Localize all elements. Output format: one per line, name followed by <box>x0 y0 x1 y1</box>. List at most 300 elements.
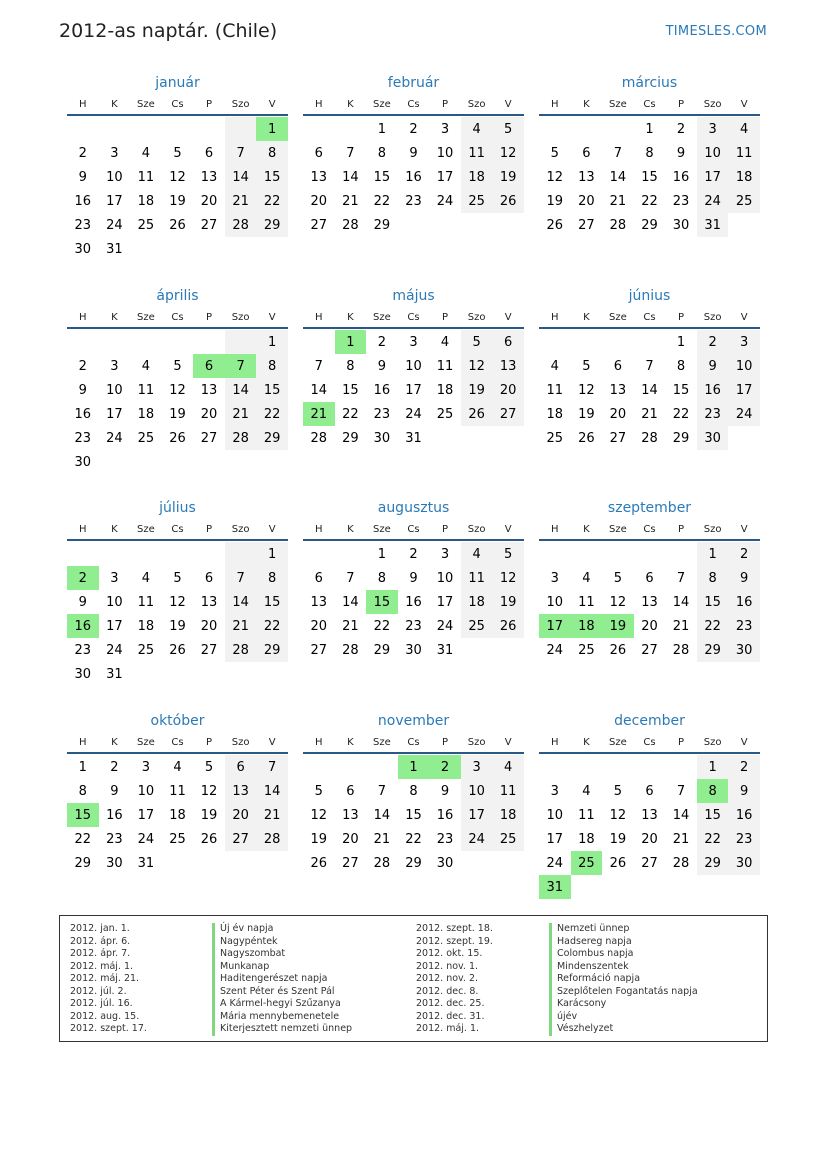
day-cell: 2 <box>697 330 729 354</box>
day-cell: 24 <box>546 642 564 658</box>
weekday-label: H <box>315 312 323 323</box>
day-cell: 3 <box>728 330 760 354</box>
day-cell: 15 <box>256 165 288 189</box>
weekday-label: P <box>206 99 213 110</box>
legend-holiday-name: Nagypéntek <box>212 936 352 949</box>
day-cell: 10 <box>728 354 760 378</box>
day-cell: 15 <box>373 169 391 185</box>
legend-holiday-name: A Kármel-hegyi Szűzanya <box>212 998 352 1011</box>
day-cell: 12 <box>492 566 524 590</box>
empty-day-cell <box>130 542 162 566</box>
brand-link[interactable]: TIMESLES.COM <box>665 24 767 39</box>
empty-day-cell <box>67 117 99 141</box>
day-cell: 4 <box>492 755 524 779</box>
day-cell: 17 <box>137 807 155 823</box>
day-cell: 9 <box>409 570 418 586</box>
day-grid <box>67 755 288 875</box>
day-cell: 7 <box>676 570 686 586</box>
day-cell: 9 <box>676 145 686 161</box>
day-cell: 30 <box>672 217 690 233</box>
holiday-day-cell: 19 <box>602 614 634 638</box>
day-cell: 19 <box>169 406 186 422</box>
weekday-label: P <box>442 524 449 535</box>
day-cell: 14 <box>342 169 359 185</box>
day-cell: 25 <box>137 217 155 233</box>
day-cell: 21 <box>342 618 359 634</box>
day-cell: 19 <box>169 618 186 634</box>
day-cell: 25 <box>578 642 595 658</box>
weekday-label: P <box>206 312 213 323</box>
day-cell: 12 <box>609 807 627 823</box>
empty-day-cell <box>303 542 335 566</box>
day-cell: 4 <box>173 759 182 775</box>
day-cell: 13 <box>200 594 218 610</box>
day-cell: 2 <box>377 334 387 350</box>
weekday-label: Cs <box>643 524 656 535</box>
day-cell: 19 <box>461 378 493 402</box>
day-cell: 5 <box>314 783 323 799</box>
day-cell: 27 <box>200 642 218 658</box>
legend-date: 2012. máj. 21. <box>70 973 140 984</box>
day-cell: 16 <box>436 807 454 823</box>
month-name: január <box>155 75 200 91</box>
legend-dates-right <box>416 923 493 1036</box>
day-cell: 28 <box>225 638 257 662</box>
day-cell: 18 <box>137 406 155 422</box>
day-cell: 10 <box>106 169 123 185</box>
day-cell: 23 <box>728 614 760 638</box>
day-cell: 20 <box>492 378 524 402</box>
day-cell: 11 <box>461 566 493 590</box>
legend-holiday-name: Szent Péter és Szent Pál <box>212 986 352 999</box>
day-cell: 12 <box>169 382 186 398</box>
day-cell: 10 <box>106 382 123 398</box>
legend-date: 2012. aug. 15. <box>70 1010 140 1022</box>
empty-day-cell <box>99 117 131 141</box>
weekday-label: V <box>268 99 276 110</box>
weekday-label: Sze <box>373 737 391 748</box>
day-cell: 9 <box>728 779 760 803</box>
day-cell: 12 <box>169 594 186 610</box>
weekday-header <box>303 94 524 116</box>
day-cell: 17 <box>106 193 123 209</box>
weekday-header <box>539 94 760 116</box>
day-cell: 13 <box>225 779 257 803</box>
day-cell: 19 <box>609 831 627 847</box>
day-cell: 23 <box>697 402 729 426</box>
empty-day-cell <box>571 542 603 566</box>
day-cell: 10 <box>106 594 123 610</box>
empty-day-cell <box>99 542 131 566</box>
empty-day-cell <box>130 117 162 141</box>
day-cell: 28 <box>256 827 288 851</box>
holiday-day-cell: 6 <box>193 354 225 378</box>
weekday-label: Szo <box>467 99 486 110</box>
weekday-label: K <box>347 312 354 323</box>
day-cell: 16 <box>74 193 92 209</box>
day-cell: 21 <box>256 803 288 827</box>
legend-names-right <box>549 923 698 1036</box>
empty-day-cell <box>67 542 99 566</box>
weekday-label: H <box>551 312 559 323</box>
legend-dates-left <box>70 923 147 1036</box>
day-cell: 21 <box>641 406 658 422</box>
day-cell: 9 <box>409 145 418 161</box>
month-december <box>539 710 760 899</box>
day-cell: 6 <box>645 570 654 586</box>
holiday-day-cell: 31 <box>539 875 571 899</box>
day-cell: 8 <box>346 358 355 374</box>
day-cell: 22 <box>641 193 658 209</box>
weekday-label: Sze <box>609 737 627 748</box>
weekday-label: K <box>583 524 590 535</box>
day-cell: 31 <box>106 241 123 257</box>
weekday-label: Cs <box>171 312 184 323</box>
day-cell: 27 <box>609 430 627 446</box>
day-cell: 27 <box>200 430 218 446</box>
day-cell: 5 <box>173 570 182 586</box>
holiday-day-cell: 15 <box>67 803 99 827</box>
holiday-day-cell: 7 <box>225 354 257 378</box>
legend-date: 2012. dec. 31. <box>416 1010 485 1022</box>
day-cell: 21 <box>373 831 391 847</box>
day-cell: 27 <box>641 855 658 871</box>
weekday-label: V <box>504 99 512 110</box>
weekday-label: Sze <box>137 737 155 748</box>
legend-date: 2012. okt. 15. <box>416 948 483 959</box>
weekday-label: V <box>504 524 512 535</box>
holiday-day-cell: 2 <box>429 755 461 779</box>
empty-day-cell <box>225 330 257 354</box>
day-cell: 7 <box>346 570 355 586</box>
day-cell: 17 <box>436 169 454 185</box>
day-cell: 14 <box>256 779 288 803</box>
day-cell: 27 <box>342 855 359 871</box>
day-cell: 16 <box>728 803 760 827</box>
month-name: november <box>377 713 450 729</box>
day-cell: 13 <box>641 594 658 610</box>
legend-holiday-name: Szeplőtelen Fogantatás napja <box>549 986 698 999</box>
day-cell: 22 <box>697 614 729 638</box>
empty-day-cell <box>539 330 571 354</box>
weekday-label: Szo <box>467 524 486 535</box>
day-cell: 7 <box>314 358 323 374</box>
day-cell: 11 <box>169 783 186 799</box>
month-name: február <box>387 75 440 91</box>
weekday-label: K <box>347 99 354 110</box>
day-cell: 17 <box>436 594 454 610</box>
empty-day-cell <box>67 330 99 354</box>
day-cell: 9 <box>440 783 450 799</box>
day-cell: 19 <box>169 193 186 209</box>
empty-day-cell <box>539 117 571 141</box>
day-cell: 5 <box>173 145 182 161</box>
day-cell: 21 <box>225 614 257 638</box>
weekday-label: H <box>79 312 87 323</box>
day-cell: 15 <box>641 169 658 185</box>
day-cell: 14 <box>641 382 658 398</box>
day-cell: 13 <box>342 807 359 823</box>
day-cell: 15 <box>672 382 690 398</box>
day-cell: 18 <box>137 193 155 209</box>
day-cell: 4 <box>461 542 493 566</box>
empty-day-cell <box>665 542 697 566</box>
day-cell: 9 <box>78 382 87 398</box>
day-cell: 2 <box>409 546 418 562</box>
day-cell: 16 <box>672 169 690 185</box>
month-április <box>67 285 288 474</box>
day-cell: 7 <box>346 145 355 161</box>
day-cell: 29 <box>672 430 690 446</box>
day-cell: 11 <box>578 807 595 823</box>
weekday-label: H <box>315 524 323 535</box>
day-cell: 4 <box>728 117 760 141</box>
day-cell: 18 <box>492 803 524 827</box>
legend-date: 2012. máj. 1. <box>416 1023 480 1034</box>
weekday-label: Szo <box>703 524 722 535</box>
day-cell: 13 <box>578 169 595 185</box>
day-cell: 4 <box>141 358 151 374</box>
day-cell: 27 <box>641 642 658 658</box>
empty-day-cell <box>162 542 194 566</box>
day-cell: 25 <box>137 642 155 658</box>
day-cell: 15 <box>405 807 422 823</box>
day-cell: 20 <box>578 193 595 209</box>
day-cell: 1 <box>645 121 654 137</box>
day-cell: 26 <box>461 402 493 426</box>
day-cell: 14 <box>373 807 391 823</box>
day-grid <box>303 117 524 237</box>
weekday-label: H <box>551 99 559 110</box>
day-cell: 10 <box>697 141 729 165</box>
weekday-label: H <box>79 99 87 110</box>
day-grid <box>303 755 524 875</box>
day-cell: 12 <box>461 354 493 378</box>
month-január <box>67 72 288 261</box>
weekday-header <box>67 94 288 116</box>
day-cell: 6 <box>582 145 591 161</box>
legend-date: 2012. dec. 25. <box>416 998 485 1009</box>
day-cell: 10 <box>405 358 422 374</box>
weekday-label: P <box>206 524 213 535</box>
legend-date: 2012. dec. 8. <box>416 985 479 997</box>
day-cell: 17 <box>461 803 493 827</box>
day-cell: 23 <box>672 193 690 209</box>
weekday-label: P <box>442 312 449 323</box>
empty-day-cell <box>193 542 225 566</box>
empty-day-cell <box>665 755 697 779</box>
day-grid <box>539 117 760 237</box>
day-cell: 11 <box>492 779 524 803</box>
month-name: május <box>392 288 435 304</box>
day-cell: 15 <box>256 378 288 402</box>
day-cell: 27 <box>225 827 257 851</box>
day-cell: 20 <box>200 193 218 209</box>
day-cell: 24 <box>106 217 123 233</box>
legend-date: 2012. nov. 2. <box>416 973 479 984</box>
weekday-label: V <box>740 312 748 323</box>
day-cell: 28 <box>672 642 690 658</box>
day-cell: 13 <box>609 382 627 398</box>
day-cell: 6 <box>314 570 323 586</box>
empty-day-cell <box>366 755 398 779</box>
day-cell: 11 <box>436 358 454 374</box>
day-cell: 8 <box>377 570 387 586</box>
day-cell: 10 <box>436 145 454 161</box>
day-cell: 10 <box>546 594 564 610</box>
day-cell: 26 <box>169 642 186 658</box>
weekday-label: Szo <box>231 737 250 748</box>
month-name: szeptember <box>607 500 692 516</box>
day-cell: 8 <box>256 354 288 378</box>
day-cell: 16 <box>106 807 123 823</box>
day-cell: 16 <box>697 378 729 402</box>
empty-day-cell <box>634 542 666 566</box>
weekday-header <box>67 519 288 541</box>
day-cell: 29 <box>697 638 729 662</box>
day-cell: 27 <box>310 217 328 233</box>
month-október <box>67 710 288 875</box>
day-cell: 20 <box>641 618 658 634</box>
weekday-label: Sze <box>609 524 627 535</box>
day-cell: 21 <box>342 193 359 209</box>
day-cell: 6 <box>346 783 355 799</box>
day-cell: 18 <box>461 590 493 614</box>
day-cell: 23 <box>74 217 92 233</box>
day-cell: 30 <box>728 851 760 875</box>
day-cell: 28 <box>225 213 257 237</box>
weekday-header <box>67 307 288 329</box>
day-cell: 8 <box>409 783 418 799</box>
day-cell: 1 <box>697 755 729 779</box>
weekday-label: Sze <box>373 524 391 535</box>
weekday-label: Sze <box>137 524 155 535</box>
empty-day-cell <box>571 755 603 779</box>
day-cell: 12 <box>578 382 595 398</box>
day-cell: 28 <box>342 217 359 233</box>
day-cell: 18 <box>137 618 155 634</box>
day-cell: 22 <box>697 827 729 851</box>
day-cell: 13 <box>641 807 658 823</box>
day-cell: 31 <box>436 642 454 658</box>
weekday-label: Cs <box>171 99 184 110</box>
day-cell: 7 <box>225 566 257 590</box>
weekday-label: Cs <box>407 99 420 110</box>
empty-day-cell <box>193 117 225 141</box>
weekday-label: K <box>347 737 354 748</box>
weekday-label: P <box>678 524 685 535</box>
day-cell: 8 <box>256 566 288 590</box>
day-cell: 14 <box>310 382 328 398</box>
empty-day-cell <box>130 330 162 354</box>
empty-day-cell <box>99 330 131 354</box>
day-cell: 24 <box>405 406 422 422</box>
day-cell: 29 <box>256 426 288 450</box>
empty-day-cell <box>571 117 603 141</box>
weekday-label: K <box>583 99 590 110</box>
day-cell: 30 <box>74 241 92 257</box>
day-cell: 3 <box>550 783 559 799</box>
day-cell: 18 <box>546 406 564 422</box>
month-július <box>67 497 288 686</box>
weekday-label: Sze <box>137 312 155 323</box>
legend-date: 2012. júl. 2. <box>70 985 127 997</box>
legend-date: 2012. máj. 1. <box>70 960 134 972</box>
day-cell: 16 <box>74 406 92 422</box>
weekday-label: H <box>315 737 323 748</box>
day-cell: 2 <box>728 755 760 779</box>
day-cell: 4 <box>582 570 591 586</box>
holiday-day-cell: 15 <box>366 590 398 614</box>
day-grid <box>67 542 288 686</box>
weekday-label: K <box>111 312 118 323</box>
day-cell: 22 <box>342 406 359 422</box>
day-cell: 2 <box>728 542 760 566</box>
weekday-label: K <box>347 524 354 535</box>
day-cell: 25 <box>461 189 493 213</box>
empty-day-cell <box>303 330 335 354</box>
day-cell: 23 <box>405 618 422 634</box>
day-cell: 14 <box>225 378 257 402</box>
month-name: október <box>150 713 205 729</box>
weekday-header <box>303 307 524 329</box>
day-cell: 5 <box>582 358 591 374</box>
day-cell: 8 <box>78 783 87 799</box>
day-cell: 24 <box>106 642 123 658</box>
day-cell: 23 <box>373 406 391 422</box>
day-cell: 16 <box>728 590 760 614</box>
weekday-label: P <box>678 99 685 110</box>
day-cell: 14 <box>225 590 257 614</box>
day-cell: 16 <box>373 382 391 398</box>
weekday-header <box>539 307 760 329</box>
legend-holiday-name: Nemzeti ünnep <box>549 923 698 936</box>
month-name: július <box>159 500 196 516</box>
weekday-label: V <box>740 737 748 748</box>
day-cell: 6 <box>204 145 214 161</box>
day-cell: 7 <box>645 358 654 374</box>
weekday-label: Cs <box>643 737 656 748</box>
day-cell: 7 <box>613 145 623 161</box>
day-cell: 28 <box>225 426 257 450</box>
day-cell: 31 <box>405 430 422 446</box>
weekday-label: Sze <box>137 99 155 110</box>
day-cell: 13 <box>310 594 328 610</box>
day-cell: 21 <box>609 193 627 209</box>
weekday-label: K <box>111 524 118 535</box>
empty-day-cell <box>602 330 634 354</box>
day-cell: 5 <box>613 783 623 799</box>
legend-holiday-name: Reformáció napja <box>549 973 698 986</box>
day-cell: 11 <box>137 169 155 185</box>
day-cell: 4 <box>440 334 450 350</box>
weekday-label: V <box>504 312 512 323</box>
day-grid <box>67 330 288 474</box>
day-cell: 27 <box>200 217 218 233</box>
day-cell: 24 <box>546 855 564 871</box>
day-cell: 14 <box>672 594 690 610</box>
holiday-day-cell: 17 <box>539 614 571 638</box>
day-cell: 3 <box>440 121 450 137</box>
day-cell: 20 <box>200 618 218 634</box>
day-cell: 25 <box>436 406 454 422</box>
day-cell: 9 <box>728 566 760 590</box>
empty-day-cell <box>225 542 257 566</box>
day-cell: 12 <box>609 594 627 610</box>
day-cell: 30 <box>106 855 123 871</box>
day-cell: 31 <box>137 855 155 871</box>
empty-day-cell <box>539 542 571 566</box>
